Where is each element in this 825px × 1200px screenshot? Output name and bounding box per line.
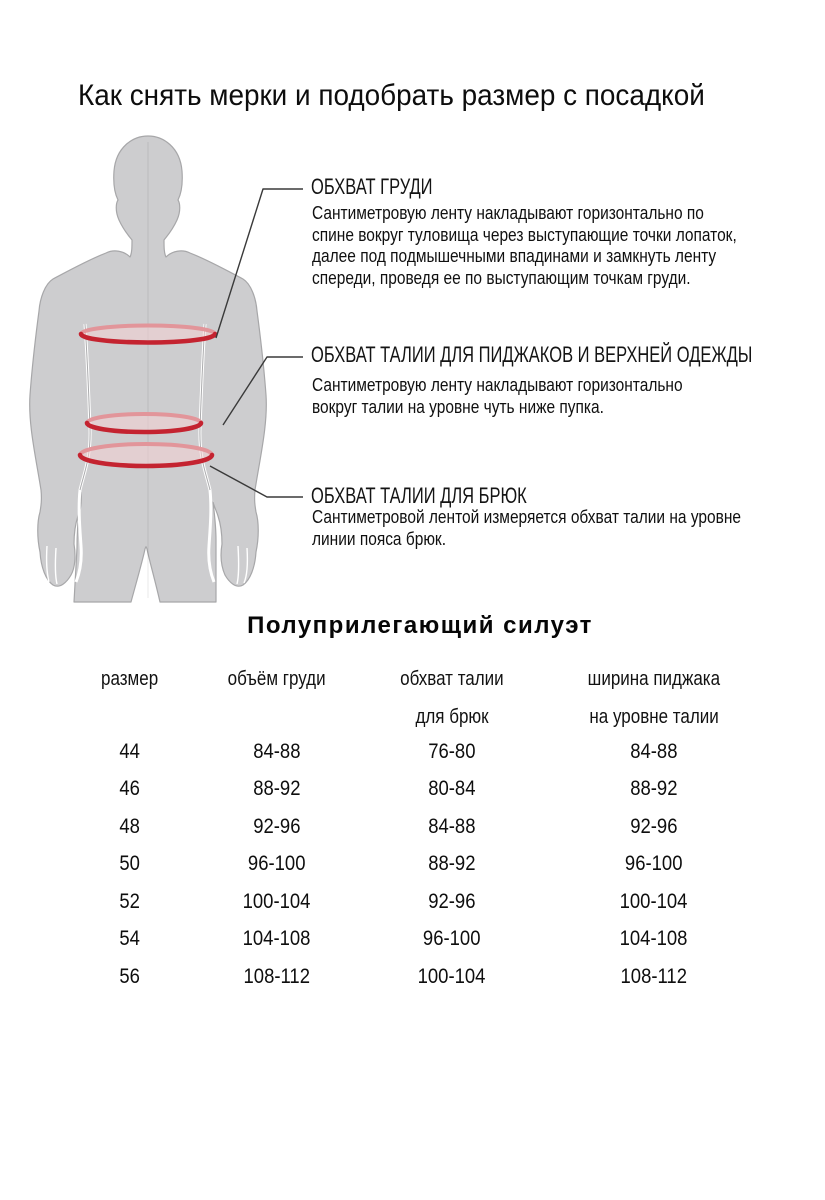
waist-jacket-section-description [312,375,683,418]
cell-chest: 100-104 [243,889,311,913]
chest-section-description [312,203,737,289]
cell-size: 50 [119,852,141,876]
cell-waist: 88-92 [428,852,476,876]
cell-waist: 80-84 [428,777,476,801]
cell-jacket: 108-112 [620,964,688,988]
desc-line: спереди, проведя ее по выступающим точкам груди. [312,267,691,288]
trouser-waist-measure-band [80,444,212,466]
column-header-chest: объём груди [228,668,326,690]
table-row [70,846,770,884]
cell-chest: 92-96 [253,814,301,838]
desc-line: линии пояса брюк. [312,528,447,549]
cell-waist: 100-104 [418,964,486,988]
waist-jacket-measure-band [87,414,201,432]
cell-chest: 104-108 [243,927,311,951]
trouser-waist-section-description [312,507,741,550]
table-header-row-2 [70,706,770,728]
cell-chest: 88-92 [253,777,301,801]
cell-waist: 96-100 [423,927,481,951]
table-row [70,958,770,996]
desc-line: далее под подмышечными впадинами и замкнуть ленту [312,246,717,266]
desc-line: Сантиметровой лентой измеряется обхват талии на уровне [312,507,742,527]
cell-size: 44 [119,739,141,763]
cell-jacket: 92-96 [630,814,678,838]
cell-chest: 84-88 [253,739,301,763]
waist-jacket-section-heading: ОБХВАТ ТАЛИИ ДЛЯ ПИДЖАКОВ И ВЕРХНЕЙ ОДЕЖДЫ [311,342,753,367]
size-table [70,668,770,996]
table-row [70,921,770,959]
desc-line: Сантиметровую ленту накладывают горизонтально [312,375,683,395]
chest-measure-band [81,326,215,343]
table-row [70,771,770,809]
column-header-waist-line2: для брюк [415,706,489,728]
page-title: Как снять мерки и подобрать размер с посадкой [78,79,705,112]
column-header-jacket-width-line2: на уровне талии [589,706,719,728]
column-header-size: размер [101,668,159,690]
male-silhouette-figure [20,128,305,604]
cell-size: 48 [119,814,141,838]
cell-jacket: 96-100 [625,852,683,876]
table-body [70,733,770,996]
cell-size: 46 [119,777,141,801]
cell-jacket: 100-104 [620,889,688,913]
cell-size: 52 [119,889,141,913]
table-header-row-1 [70,668,770,690]
cell-chest: 96-100 [248,852,306,876]
cell-waist: 76-80 [428,739,476,763]
column-header-jacket-width: ширина пиджака [587,668,721,690]
desc-line: спине вокруг туловища через выступающие точки лопаток, [312,224,737,245]
size-table-title: Полуприлегающий силуэт [247,612,593,639]
desc-line: Сантиметровую ленту накладывают горизонтально по [312,203,704,223]
cell-size: 56 [119,964,141,988]
table-row [70,883,770,921]
cell-waist: 84-88 [428,814,476,838]
desc-line: вокруг талии на уровне чуть ниже пупка. [312,396,604,417]
cell-jacket: 88-92 [630,777,678,801]
table-row [70,733,770,771]
chest-section-heading: ОБХВАТ ГРУДИ [311,174,433,199]
cell-jacket: 84-88 [630,739,678,763]
cell-jacket: 104-108 [620,927,688,951]
cell-chest: 108-112 [243,964,311,988]
trouser-waist-section-heading: ОБХВАТ ТАЛИИ ДЛЯ БРЮК [311,483,527,508]
column-header-waist: обхват талии [400,668,504,690]
table-row [70,808,770,846]
cell-size: 54 [119,927,141,951]
cell-waist: 92-96 [428,889,476,913]
